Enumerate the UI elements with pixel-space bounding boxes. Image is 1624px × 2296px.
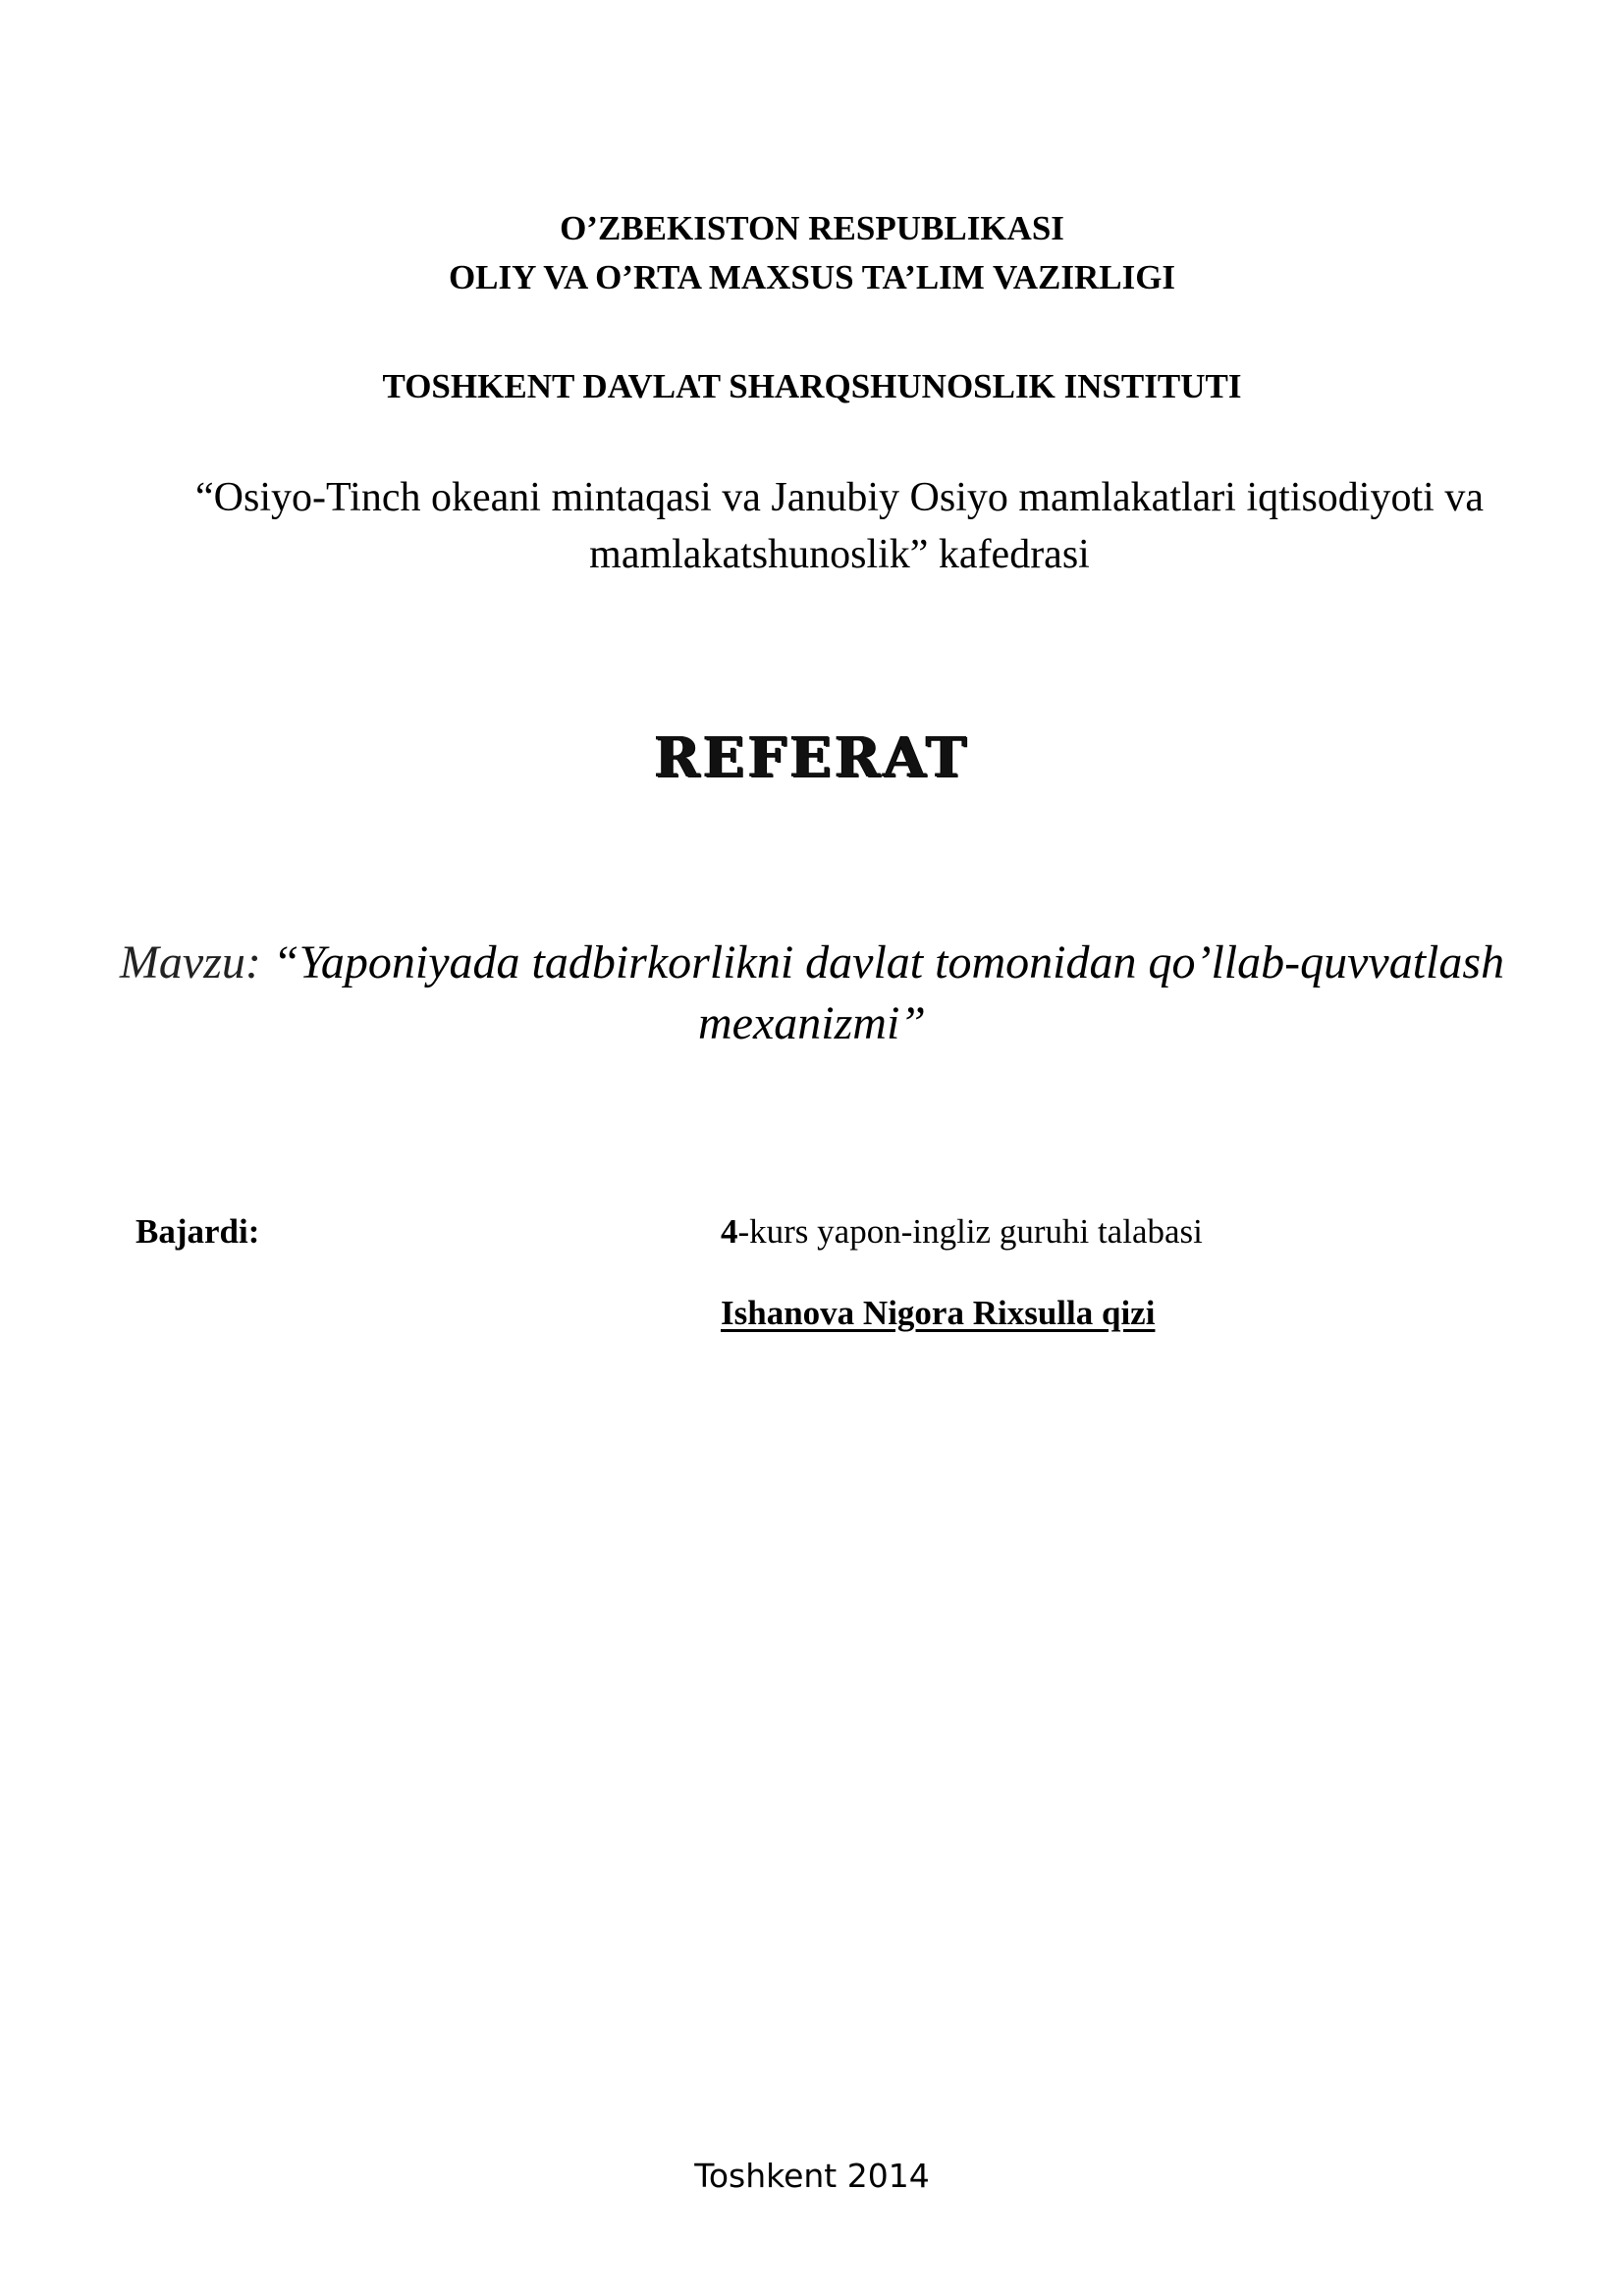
performer-name: Ishanova Nigora Rixsulla qizi <box>721 1294 1156 1332</box>
topic-label: Mavzu: <box>119 936 261 988</box>
document-title: REFERAT <box>654 725 970 790</box>
ministry-line: OLIY VA O’RTA MAXSUS TA’LIM VAZIRLIGI <box>448 258 1176 296</box>
performer-course <box>721 1207 1203 1256</box>
department-name: “Osiyo-Tinch okeani mintaqasi va Janubiy Osiyo mamlakatlari iqtisodiyoti va mamlakatshunoslik” kafedrasi <box>195 475 1484 577</box>
footer-city-year: Toshkent 2014 <box>694 2157 930 2195</box>
ministry-header <box>0 204 1624 302</box>
performer-label: Bajardi: <box>135 1212 260 1251</box>
course-text: -kurs yapon-ingliz guruhi talabasi <box>737 1212 1203 1251</box>
topic-text: “Yaponiyada tadbirkorlikni davlat tomonidan qo’llab-quvvatlash mexanizmi” <box>272 936 1505 1049</box>
course-number: 4 <box>721 1212 738 1251</box>
topic <box>39 933 1585 1054</box>
country-line: O’ZBEKISTON RESPUBLIKASI <box>560 209 1064 247</box>
institute-name: TOSHKENT DAVLAT SHARQSHUNOSLIK INSTITUTI <box>382 367 1242 405</box>
